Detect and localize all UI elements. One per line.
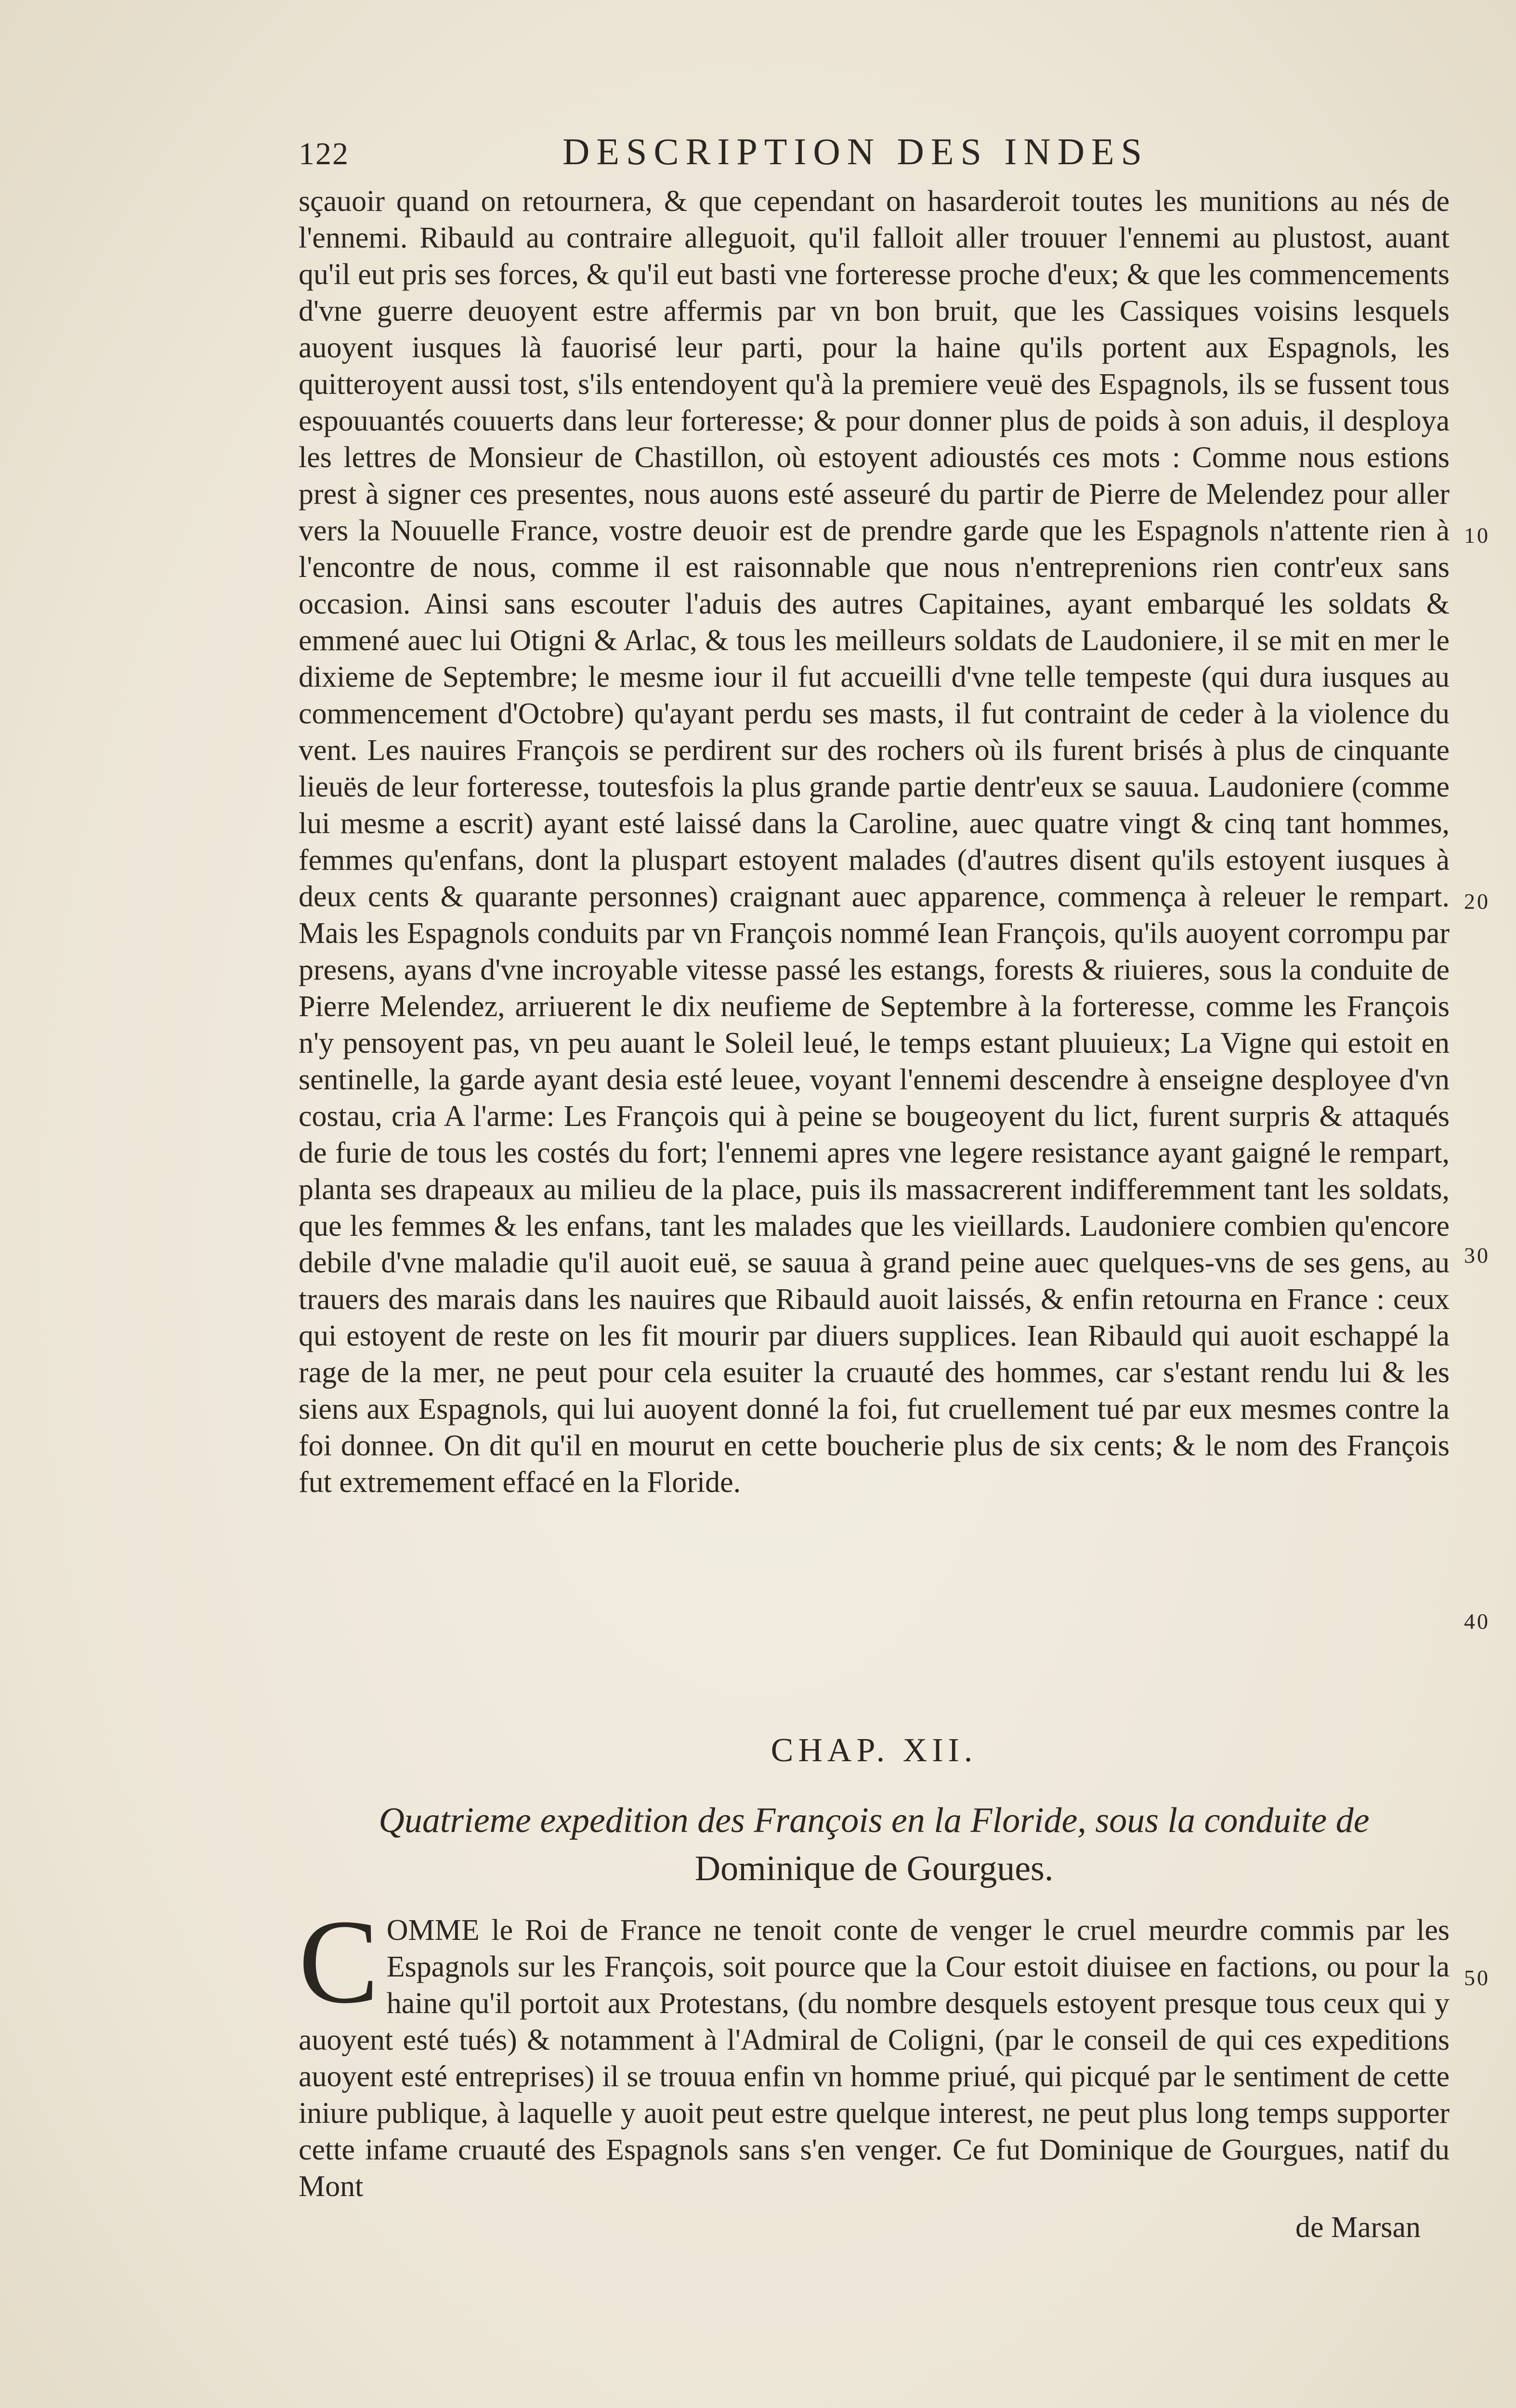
body-text: [299, 183, 1450, 1501]
chapter-title-line-1: Quatrieme expedition des François en la Floride, sous la conduite de: [379, 1801, 1370, 1840]
chapter-heading: CHAP. XII.: [771, 1732, 978, 1769]
page-header: [299, 130, 1454, 183]
margin-number: 10: [1464, 523, 1490, 548]
chapter-title: [299, 1796, 1450, 1893]
margin-number: 30: [1464, 1243, 1490, 1268]
page-number: 122: [299, 136, 349, 171]
margin-number: 40: [1464, 1609, 1490, 1634]
margin-number: 50: [1464, 1965, 1490, 1990]
catchword: de Marsan: [1295, 2211, 1421, 2244]
margin-number: 20: [1464, 889, 1490, 914]
drop-cap: C: [299, 1895, 379, 2028]
body-paragraph: sçauoir quand on retournera, & que cependant on hasarderoit toutes les munitions au nés de l'ennemi. Ribauld au contraire alleguoit, qu'il falloit aller trouuer l'ennemi au plustost, auant qu'il eut pris ses forces, & qu'il eut basti vne forteresse proche d'eux; & que les commencements d'vne guerre deuoyent estre affermis par vn bon bruit, que les Cassiques voisins lesquels auoyent iusques là fauorisé leur parti, pour la haine qu'ils portent aux Espagnols, les quitteroyent aussi tost, s'ils entendoyent qu'à la premiere veuë des Espagnols, ils se fussent tous espouuantés couuerts dans leur forteresse; & pour donner plus de poids à son aduis, il desploya les lettres de Monsieur de Chastillon, où estoyent adioustés ces mots : Comme nous estions prest à signer ces presentes, nous auons esté asseuré du partir de Pierre de Melendez pour aller vers la Nouuelle France, vostre deuoir est de prendre garde que les Espagnols n'attente rien à l'encontre de nous, comme il est raisonnable que nous n'entreprenions rien contr'eux sans occasion. Ainsi sans escouter l'aduis des autres Capitaines, ayant embarqué les soldats & emmené auec lui Otigni & Arlac, & tous les meilleurs soldats de Laudoniere, il se mit en mer le dixieme de Septembre; le mesme iour il fut accueilli d'vne telle tempeste (qui dura iusques au commencement d'Octobre) qu'ayant perdu ses masts, il fut contraint de ceder à la violence du vent. Les nauires François se perdirent sur des rochers où ils furent brisés à plus de cinquante lieuës de leur forteresse, toutesfois la plus grande partie dentr'eux se sauua. Laudoniere (comme lui mesme a escrit) ayant esté laissé dans la Caroline, auec quatre vingt & cinq tant hommes, femmes qu'enfans, dont la pluspart estoyent malades (d'autres disent qu'ils estoyent iusques à deux cents & quarante personnes) craignant auec apparence, commença à releuer le rempart. Mais les Espagnols conduits par vn François nommé Iean François, qu'ils auoyent corrompu par presens, ayans d'vne incroyable vitesse passé les estangs, forests & riuieres, sous la conduite de Pierre Melendez, arriuerent le dix neufieme de Septembre à la forteresse, comme les François n'y pensoyent pas, vn peu auant le Soleil leué, le temps estant pluuieux; La Vigne qui estoit en sentinelle, la garde ayant desia esté leuee, voyant l'ennemi descendre à enseigne desployee d'vn costau, cria A l'arme: Les François qui à peine se bougeoyent du lict, furent surpris & attaqués de furie de tous les costés du fort; l'ennemi apres vne legere resistance ayant gaigné le rempart, planta ses drapeaux au milieu de la place, puis ils massacrerent indifferemment tant les soldats, que les femmes & les enfans, tant les malades que les vieillards. Laudoniere combien qu'encore debile d'vne maladie qu'il auoit euë, se sauua à grand peine auec quelques-vns de ses gens, au trauers des marais dans les nauires que Ribauld auoit laissés, & enfin retourna en France : ceux qui estoyent de reste on les fit mourir par diuers supplices. Iean Ribauld qui auoit eschappé la rage de la mer, ne peut pour cela esuiter la cruauté des hommes, car s'estant rendu lui & les siens aux Espagnols, qui lui auoyent donné la foi, fut cruellement tué par eux mesmes contre la foi donnee. On dit qu'il en mourut en cette boucherie plus de six cents; & le nom des François fut extremement effacé en la Floride.: [299, 185, 1450, 1499]
chapter-body: [299, 1895, 1450, 2205]
chapter-title-line-2: Dominique de Gourgues.: [694, 1849, 1054, 1888]
chapter-paragraph: OMME le Roi de France ne tenoit conte de venger le cruel meurdre commis par les Espagnols sur les François, soit pource que la Cour estoit diuisee en factions, ou pour la haine qu'il portoit aux Protestans, (du nombre desquels estoyent presque tous ceux qui y auoyent esté tués) & notamment à l'Admiral de Coligni, (par le conseil de qui ces expeditions auoyent esté entreprises) il se trouua enfin vn homme priué, qui picqué par le sentiment de cette iniure publique, à laquelle y auoit peut estre quelque interest, ne peut plus long temps supporter cette infame cruauté des Espagnols sans s'en venger. Ce fut Dominique de Gourgues, natif du Mont: [299, 1914, 1450, 2203]
running-title: DESCRIPTION DES INDES: [562, 131, 1149, 172]
